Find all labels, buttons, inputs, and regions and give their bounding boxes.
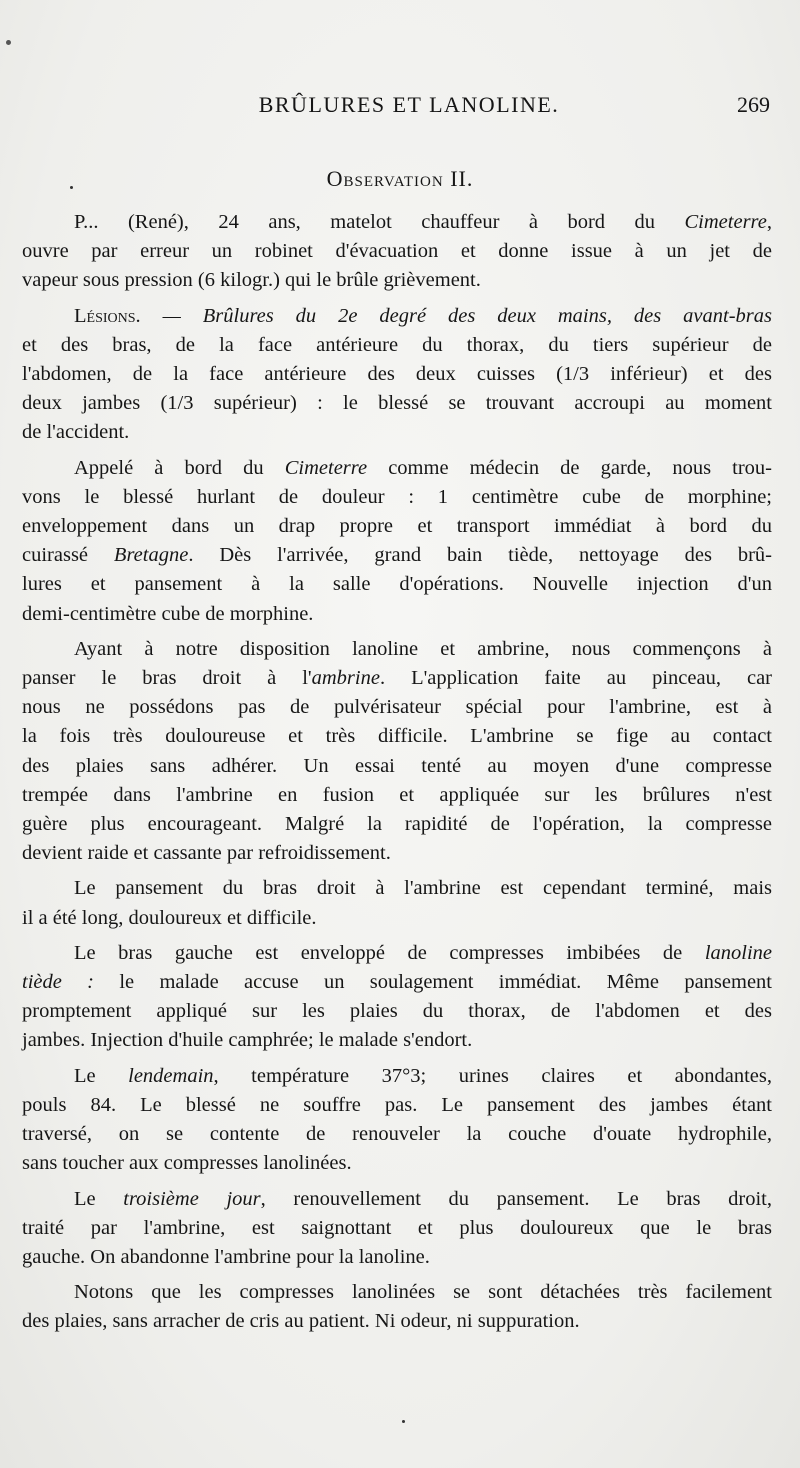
text-line [22, 389, 772, 418]
text-line [22, 266, 772, 295]
paragraph [22, 1278, 772, 1336]
text-line [22, 512, 772, 541]
italic-text: Cimeterre [284, 456, 368, 479]
text-span: Le bras gauche est enveloppé de compresses imbibées de [74, 941, 705, 964]
text-span: cuirassé [22, 544, 114, 567]
text-span: Le [74, 1064, 129, 1087]
text-span: il a été long, douloureux et difficile. [22, 906, 317, 929]
page-number: 269 [737, 92, 770, 117]
paragraph [22, 208, 772, 296]
text-line [48, 302, 772, 331]
text-line [22, 1149, 772, 1178]
margin-speck [6, 40, 11, 45]
paragraph [22, 874, 772, 932]
italic-text: tiède : [22, 971, 95, 994]
text-span: guère plus encourageant. Malgré la rapidité de l'opération, la compresse [22, 813, 772, 836]
text-span: panser le bras droit à l' [22, 667, 312, 690]
italic-text: — Brûlures du 2e degré des deux mains, des avant-bras [140, 304, 772, 327]
text-span: , [766, 211, 772, 233]
text-line [48, 939, 772, 968]
text-line [22, 360, 772, 389]
text-span: P... (René), 24 ans, matelot chauffeur à bord du [74, 211, 685, 233]
text-span: vapeur sous pression (6 kilogr.) qui le brûle grièvement. [22, 269, 481, 292]
text-line [48, 635, 772, 664]
text-line [48, 454, 772, 483]
text-span: deux jambes (1/3 supérieur) : le blessé se trouvant accroupi au moment [22, 392, 772, 415]
italic-text: Bretagne [113, 544, 189, 567]
text-span: des plaies sans adhérer. Un essai tenté au moyen d'une compresse [22, 754, 772, 777]
paragraph [22, 454, 772, 629]
text-span: pouls 84. Le blessé ne souffre pas. Le pansement des jambes étant [22, 1093, 772, 1116]
text-span: Le [74, 1187, 124, 1210]
text-line [48, 1185, 772, 1214]
text-line [22, 1026, 772, 1055]
text-span: la fois très douloureuse et très difficile. L'ambrine se fige au contact [22, 725, 772, 748]
text-span: . Dès l'arrivée, grand bain tiède, nettoyage des brû- [188, 544, 772, 567]
text-line [48, 1278, 772, 1307]
text-line [22, 331, 772, 360]
text-line [22, 839, 772, 868]
text-span: , renouvellement du pansement. Le bras droit, [260, 1187, 772, 1210]
text-span: sans toucher aux compresses lanolinées. [22, 1152, 352, 1175]
margin-speck [402, 1420, 405, 1423]
paragraph [22, 939, 772, 1056]
text-span: traité par l'ambrine, est saignottant et plus douloureux que le bras [22, 1216, 772, 1239]
text-span: l'abdomen, de la face antérieure des deux cuisses (1/3 inférieur) et des [22, 363, 772, 386]
text-line [22, 570, 772, 599]
text-span: jambes. Injection d'huile camphrée; le malade s'endort. [22, 1029, 473, 1052]
text-line [22, 722, 772, 751]
running-title: BRÛLURES ET LANOLINE. [258, 92, 560, 117]
observation-title: Observation II. [326, 166, 474, 191]
text-span: ouvre par erreur un robinet d'évacuation et donne issue à un jet de [22, 240, 772, 263]
text-line [22, 1120, 772, 1149]
text-span: de l'accident. [22, 421, 130, 444]
text-span: gauche. On abandonne l'ambrine pour la lanoline. [22, 1245, 430, 1268]
text-line [22, 997, 772, 1026]
text-span: enveloppement dans un drap propre et transport immédiat à bord du [22, 515, 772, 538]
section-heading: Lésions. [74, 304, 141, 327]
text-span: Le pansement du bras droit à l'ambrine est cependant terminé, mais [74, 877, 772, 900]
text-line [22, 968, 772, 997]
text-line [22, 904, 772, 933]
text-span: et des bras, de la face antérieure du thorax, du tiers supérieur de [22, 333, 772, 356]
text-line [48, 208, 772, 237]
paragraph [22, 1185, 772, 1273]
page-header [48, 88, 770, 128]
text-span: nous ne possédons pas de pulvérisateur spécial pour l'ambrine, est à [22, 696, 772, 719]
text-span: traversé, on se contente de renouveler la couche d'ouate hydrophile, [22, 1123, 772, 1146]
text-line [48, 1062, 772, 1091]
text-line [22, 418, 772, 447]
text-line [22, 781, 772, 810]
text-line [22, 664, 772, 693]
italic-text: lendemain [128, 1064, 214, 1087]
text-line [22, 1091, 772, 1120]
text-span: demi-centimètre cube de morphine. [22, 602, 314, 625]
text-line [48, 874, 772, 903]
text-span: devient raide et cassante par refroidissement. [22, 842, 391, 865]
text-span: lures et pansement à la salle d'opérations. Nouvelle injection d'un [22, 573, 772, 596]
text-span: trempée dans l'ambrine en fusion et appliquée sur les brûlures n'est [22, 783, 772, 806]
body-text [22, 208, 772, 1343]
text-span: . L'application faite au pinceau, car [379, 667, 772, 690]
text-line [22, 1243, 772, 1272]
text-span: promptement appliqué sur les plaies du thorax, de l'abdomen et des [22, 1000, 772, 1023]
text-line [22, 810, 772, 839]
paragraph [22, 635, 772, 869]
italic-text: Cimeterre [684, 211, 767, 233]
text-line [22, 600, 772, 629]
text-span: Notons que les compresses lanolinées se sont détachées très facilement [74, 1281, 772, 1304]
text-span: comme médecin de garde, nous trou- [367, 456, 772, 479]
text-line [22, 752, 772, 781]
text-span: des plaies, sans arracher de cris au patient. Ni odeur, ni suppuration. [22, 1310, 580, 1333]
italic-text: troisième jour [123, 1187, 261, 1210]
text-line [22, 1307, 772, 1336]
paragraph [22, 1062, 772, 1179]
text-span: Ayant à notre disposition lanoline et ambrine, nous commençons à [74, 637, 772, 660]
paragraph [22, 302, 772, 448]
text-line [22, 541, 772, 570]
text-line [22, 1214, 772, 1243]
italic-text: lanoline [704, 941, 772, 964]
italic-text: ambrine [311, 667, 380, 690]
text-span: le malade accuse un soulagement immédiat. Même pansement [94, 971, 772, 994]
text-span: Appelé à bord du [74, 456, 285, 479]
text-line [22, 693, 772, 722]
text-span: , température 37°3; urines claires et abondantes, [213, 1064, 772, 1087]
text-line [22, 483, 772, 512]
text-span: vons le blessé hurlant de douleur : 1 centimètre cube de morphine; [22, 485, 772, 508]
text-line [22, 237, 772, 266]
